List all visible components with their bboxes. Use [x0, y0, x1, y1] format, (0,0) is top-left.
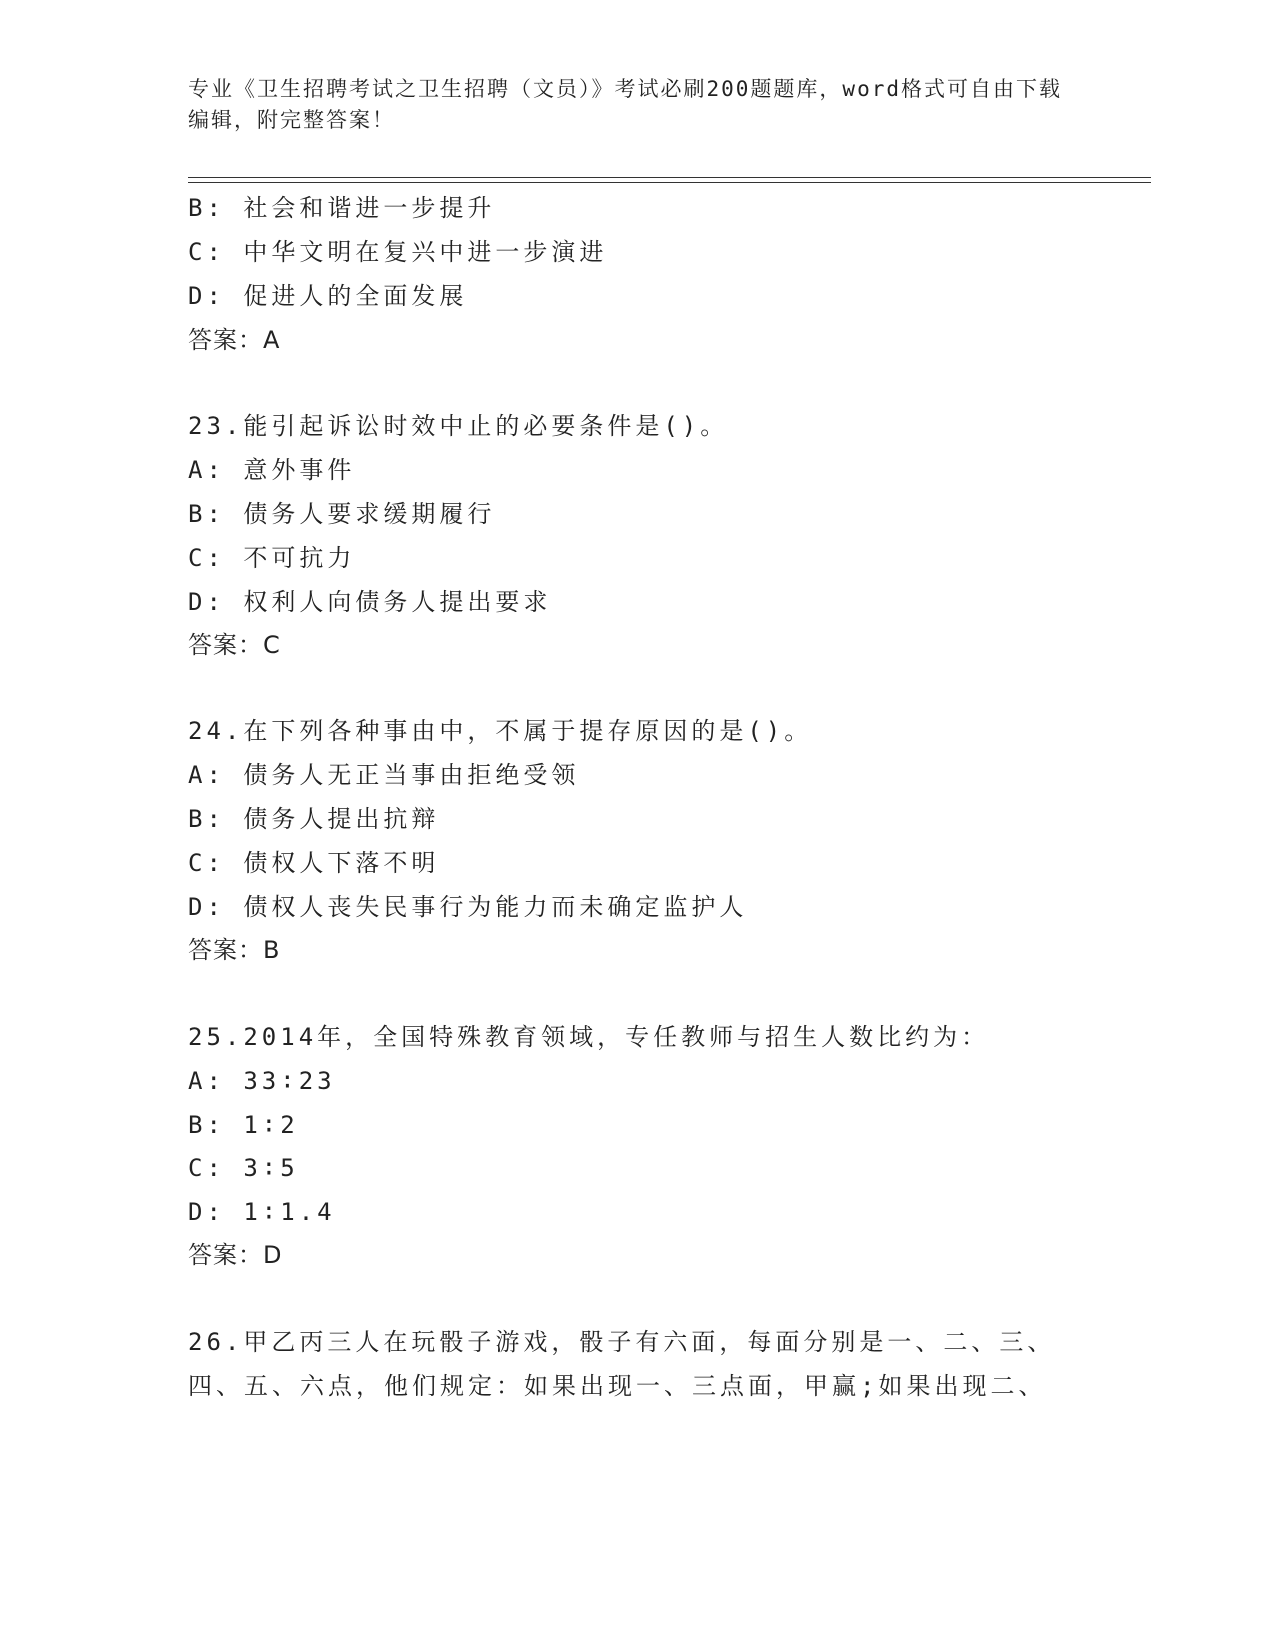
q24-option-c: C: 债权人下落不明 [188, 849, 440, 877]
q23-option-a: A: 意外事件 [188, 456, 356, 484]
q24-option-d: D: 债权人丧失民事行为能力而未确定监护人 [188, 893, 748, 921]
q25-option-d: D: 1∶1.4 [188, 1198, 336, 1226]
header-text: 专业《卫生招聘考试之卫生招聘（文员）》考试必刷200题题库，word格式可自由下载编辑，附完整答案！ [188, 77, 1062, 132]
header-rule-thick [188, 177, 1151, 178]
q24-answer: 答案：B [188, 936, 281, 964]
q23-option-b: B: 债务人要求缓期履行 [188, 500, 496, 528]
q22-option-d: D: 促进人的全面发展 [188, 282, 468, 310]
q22-answer: 答案：A [188, 326, 281, 354]
q23-option-d: D: 权利人向债务人提出要求 [188, 588, 552, 616]
q23-stem: 23.能引起诉讼时效中止的必要条件是()。 [188, 412, 729, 440]
q23-option-c: C: 不可抗力 [188, 544, 356, 572]
q25-answer: 答案：D [188, 1241, 283, 1269]
q23-answer: 答案：C [188, 631, 281, 659]
q24-option-b: B: 债务人提出抗辩 [188, 805, 440, 833]
q25-option-b: B: 1∶2 [188, 1111, 299, 1139]
q24-stem: 24.在下列各种事由中，不属于提存原因的是()。 [188, 717, 813, 745]
q25-option-a: A: 33∶23 [188, 1067, 336, 1095]
q25-option-c: C: 3∶5 [188, 1154, 299, 1182]
q26-stem-line-1: 26.甲乙丙三人在玩骰子游戏，骰子有六面，每面分别是一、二、三、 [188, 1328, 1056, 1356]
q22-option-c: C: 中华文明在复兴中进一步演进 [188, 238, 608, 266]
q25-stem: 25.2014年，全国特殊教育领域，专任教师与招生人数比约为： [188, 1023, 990, 1051]
q26-stem-line-2: 四、五、六点，他们规定：如果出现一、三点面，甲赢;如果出现二、 [188, 1372, 1047, 1400]
document-header [188, 74, 1068, 136]
q24-option-a: A: 债务人无正当事由拒绝受领 [188, 761, 580, 789]
q22-option-b: B: 社会和谐进一步提升 [188, 194, 496, 222]
header-rule-thin [188, 182, 1151, 183]
